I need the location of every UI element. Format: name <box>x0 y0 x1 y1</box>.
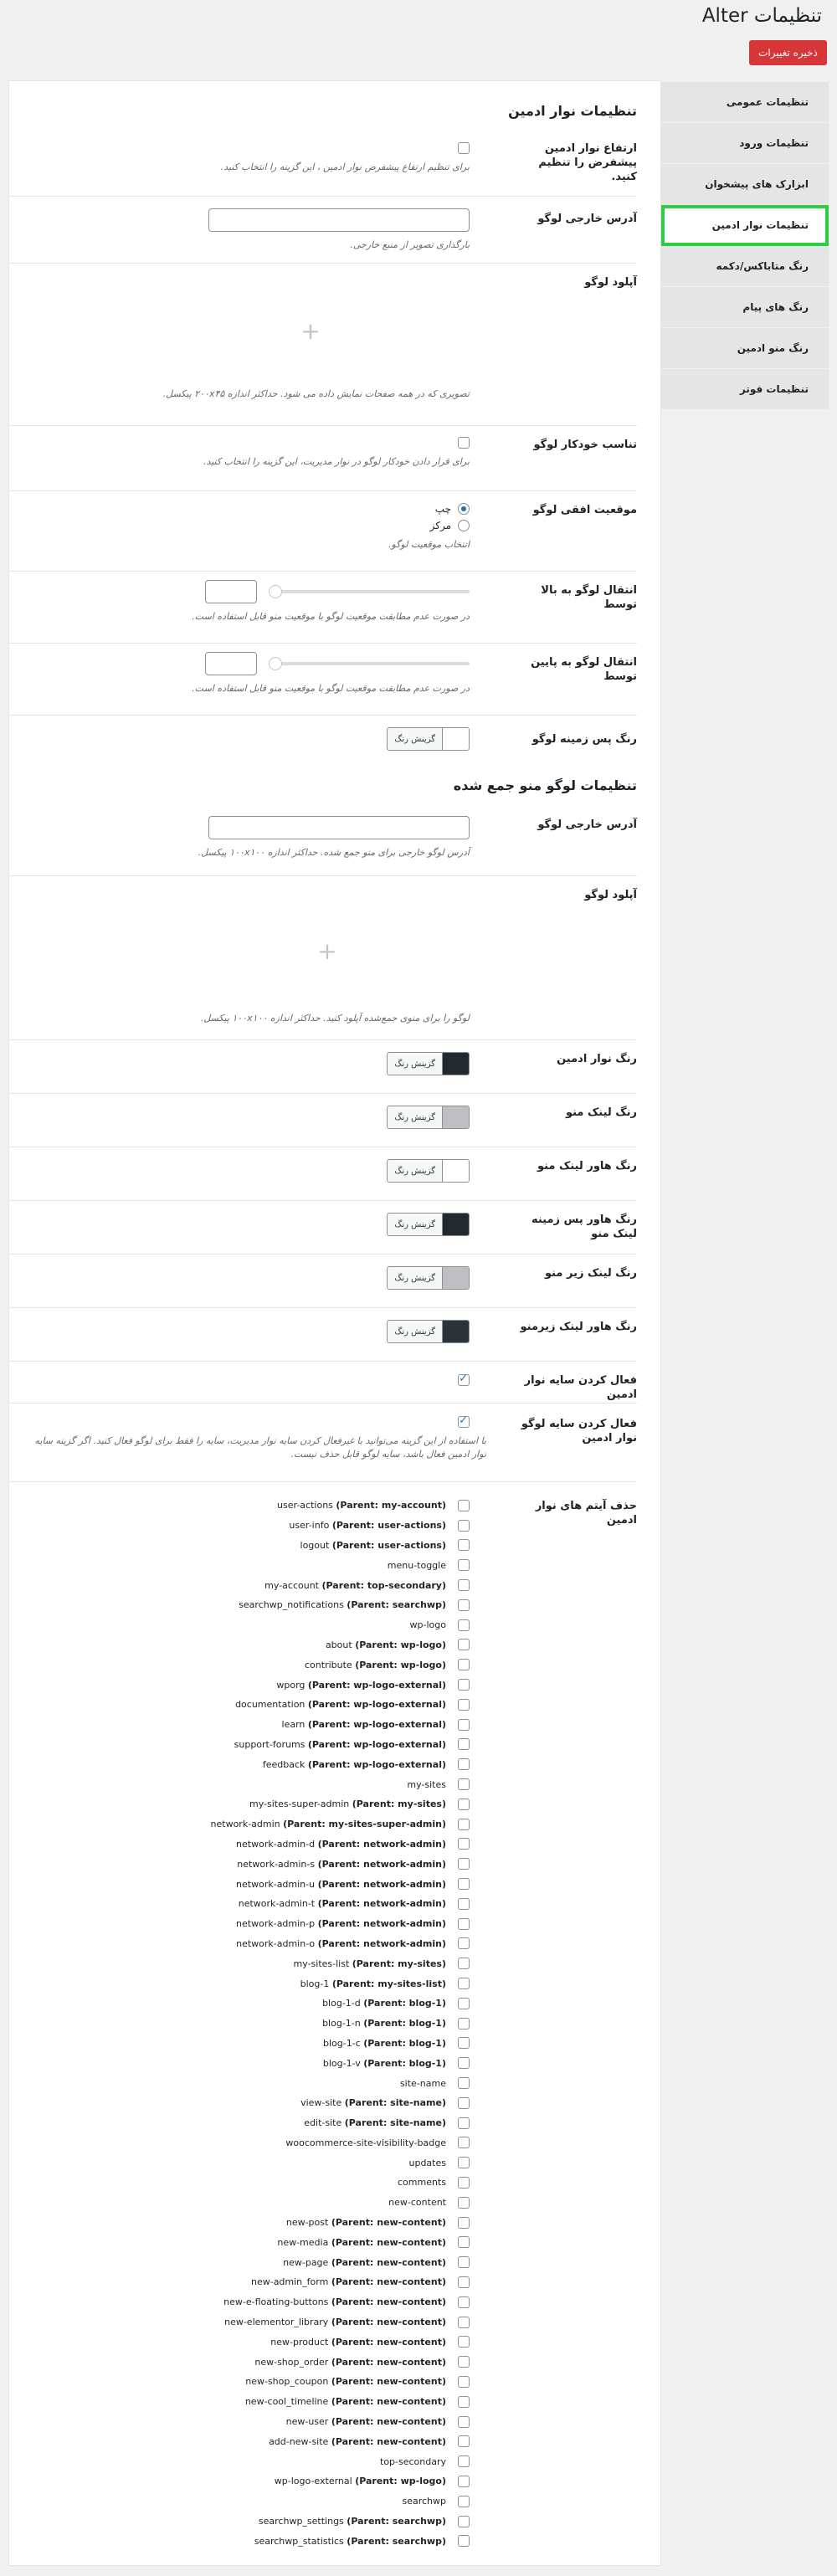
tab-2[interactable]: ابزارک های پیشخوان <box>661 164 829 205</box>
logo-fit-checkbox[interactable] <box>458 437 470 449</box>
plus-icon: + <box>317 936 337 965</box>
tab-7[interactable]: تنظیمات فوتر <box>661 369 829 410</box>
radio-left-button[interactable] <box>458 503 470 515</box>
setting-description: برای تنظیم ارتفاع پیشفرض نوار ادمین ، این گزینه را انتخاب کنید. <box>220 162 470 172</box>
radio-center[interactable] <box>18 520 470 531</box>
logo-shadow-checkbox[interactable] <box>458 1416 470 1428</box>
remove-item-label: documentation (Parent: wp-logo-external) <box>235 1699 446 1711</box>
remove-item-checkbox[interactable] <box>458 1738 470 1750</box>
remove-item[interactable] <box>18 1934 470 1954</box>
remove-item[interactable] <box>18 2232 470 2252</box>
remove-item-checkbox[interactable] <box>458 1937 470 1949</box>
remove-item[interactable] <box>18 2133 470 2153</box>
remove-item-checkbox[interactable] <box>458 1758 470 1770</box>
section-title: تنظیمات نوار ادمین <box>508 103 637 119</box>
remove-item-checkbox[interactable] <box>458 1819 470 1830</box>
remove-item-label: blog-1-n (Parent: blog-1) <box>322 2018 446 2029</box>
remove-item-label: network-admin-u (Parent: network-admin) <box>236 1878 446 1890</box>
remove-item-label: wporg (Parent: wp-logo-external) <box>276 1679 446 1691</box>
remove-item-checkbox[interactable] <box>458 2177 470 2189</box>
remove-item-label: searchwp_statistics (Parent: searchwp) <box>254 2535 446 2547</box>
remove-item-label: network-admin-d (Parent: network-admin) <box>236 1838 446 1850</box>
remove-item-label: my-sites <box>407 1778 446 1790</box>
setting-shadow <box>9 1362 637 1403</box>
remove-item-label: feedback (Parent: wp-logo-external) <box>262 1758 446 1770</box>
remove-item-checkbox[interactable] <box>458 2396 470 2408</box>
remove-item-checkbox[interactable] <box>458 2356 470 2368</box>
remove-item-label: add-new-site (Parent: new-content) <box>269 2435 446 2447</box>
default-height-checkbox[interactable] <box>458 142 470 154</box>
remove-item-checkbox[interactable] <box>458 1918 470 1930</box>
remove-item-label: my-sites-list (Parent: my-sites) <box>293 1958 446 1969</box>
remove-item-checkbox[interactable] <box>458 1559 470 1571</box>
setting-label: رنگ پس زمینه لوگو <box>531 733 637 746</box>
remove-item[interactable] <box>18 2193 470 2213</box>
remove-item-checkbox[interactable] <box>458 1978 470 1989</box>
setting-label: حذف آیتم های نوار ادمین <box>535 1500 637 1527</box>
remove-item-label: network-admin-p (Parent: network-admin) <box>236 1918 446 1930</box>
remove-item-label: searchwp_notifications (Parent: searchwp) <box>239 1599 446 1611</box>
remove-item-label: about (Parent: wp-logo) <box>325 1639 446 1650</box>
remove-item-label: new-elementor_library (Parent: new-content) <box>224 2317 446 2328</box>
remove-item-checkbox[interactable] <box>458 1858 470 1870</box>
remove-item[interactable] <box>18 1914 470 1934</box>
remove-item-checkbox[interactable] <box>458 2455 470 2467</box>
remove-item-checkbox[interactable] <box>458 1619 470 1631</box>
move-up-input[interactable] <box>205 580 257 603</box>
setting-label: رنگ نوار ادمین <box>557 1053 637 1065</box>
tab-4[interactable]: رنگ متاباکس/دکمه <box>661 246 829 287</box>
remove-item[interactable] <box>18 1973 470 1994</box>
remove-item-checkbox[interactable] <box>458 1898 470 1910</box>
setting-label: رنگ هاور لینک زیرمنو <box>520 1321 637 1333</box>
remove-item[interactable] <box>18 2213 470 2233</box>
page-title: تنظیمات Alter <box>701 5 822 27</box>
remove-item-label: new-shop_order (Parent: new-content) <box>254 2356 446 2368</box>
setting-color-row <box>9 1040 637 1094</box>
remove-item-checkbox[interactable] <box>458 1699 470 1711</box>
remove-item-checkbox[interactable] <box>458 2336 470 2348</box>
setting-label: آپلود لوگو <box>584 889 637 901</box>
remove-item[interactable] <box>18 1575 470 1595</box>
remove-item-label: comments <box>398 2177 446 2189</box>
remove-item-label: new-e-floating-buttons (Parent: new-content) <box>223 2296 446 2308</box>
setting-label: انتقال لوگو به بالا توسط <box>541 584 637 611</box>
remove-item-label: blog-1-v (Parent: blog-1) <box>322 2057 446 2069</box>
remove-item-checkbox[interactable] <box>458 1958 470 1969</box>
color-swatch <box>442 728 469 750</box>
remove-item-checkbox[interactable] <box>458 1500 470 1511</box>
setting-label: رنگ لینک منو <box>565 1106 637 1119</box>
remove-item-checkbox[interactable] <box>458 2217 470 2229</box>
color-picker-label: گزینش رنگ <box>394 1166 435 1176</box>
remove-item[interactable] <box>18 2372 470 2392</box>
setting-color-row <box>9 1147 637 1201</box>
remove-item-checkbox[interactable] <box>458 2117 470 2129</box>
remove-item-label: blog-1 (Parent: my-sites-list) <box>300 1978 446 1989</box>
setting-label: ارتفاع نوار ادمین پیشفرض را تنظیم کنید. <box>538 142 637 183</box>
setting-description: در صورت عدم مطابقت موقعیت لوگو با موقعیت منو قابل استفاده است. <box>192 683 470 694</box>
setting-label: رنگ لینک زیر منو <box>544 1267 637 1280</box>
remove-item-label: network-admin (Parent: my-sites-super-admin) <box>210 1819 446 1830</box>
setting-move-down <box>9 644 637 716</box>
remove-item[interactable] <box>18 2272 470 2292</box>
remove-item[interactable] <box>18 1854 470 1874</box>
remove-item-checkbox[interactable] <box>458 2256 470 2268</box>
tab-6[interactable]: رنگ منو ادمین <box>661 328 829 369</box>
remove-item-checkbox[interactable] <box>458 2296 470 2308</box>
setting-default-height <box>9 141 637 197</box>
setting-logo-url <box>9 203 637 264</box>
remove-item-checkbox[interactable] <box>458 2535 470 2547</box>
move-down-slider[interactable] <box>269 662 470 665</box>
remove-item[interactable] <box>18 2034 470 2054</box>
remove-item-label: new-media (Parent: new-content) <box>277 2236 446 2248</box>
remove-item-checkbox[interactable] <box>458 2416 470 2428</box>
radio-label: چپ <box>434 503 451 515</box>
remove-item[interactable] <box>18 2153 470 2173</box>
color-picker-label: گزینش رنگ <box>394 1273 435 1283</box>
setting-remove-items <box>9 1482 637 2562</box>
remove-item-label: blog-1-c (Parent: blog-1) <box>323 2037 446 2049</box>
remove-item-checkbox[interactable] <box>458 2057 470 2069</box>
remove-item[interactable] <box>18 2431 470 2451</box>
setting-description: با استفاده از این گزینه می‌توانید با غیرفعال کردن سایه نوار مدیریت، سایه را فقط برای لوگو فعال کنید. اگر گزینه سایه نوار ادمین فعال باشد، سایه لوگو قابل حذف نیست. <box>34 1435 486 1460</box>
setting-label: آپلود لوگو <box>584 276 637 289</box>
setting-label: تناسب خودکار لوگو <box>533 439 637 451</box>
remove-item[interactable] <box>18 2451 470 2471</box>
tab-0[interactable]: تنظیمات عمومی <box>661 82 829 123</box>
remove-item-label: searchwp_settings (Parent: searchwp) <box>258 2516 446 2527</box>
save-button[interactable]: ذخیره تغییرات <box>749 40 827 65</box>
page-header <box>0 0 837 80</box>
remove-item-checkbox[interactable] <box>458 2037 470 2049</box>
remove-item[interactable] <box>18 1835 470 1855</box>
remove-item[interactable] <box>18 2014 470 2034</box>
remove-item-label: network-admin-o (Parent: network-admin) <box>236 1937 446 1949</box>
color-swatch <box>442 1214 469 1235</box>
remove-item-label: my-account (Parent: top-secondary) <box>264 1579 446 1591</box>
setting-label: فعال کردن سایه نوار ادمین <box>524 1374 637 1401</box>
setting-color-row <box>9 1201 637 1255</box>
setting-label: رنگ هاور پس زمینه لینک منو <box>531 1214 637 1240</box>
remove-item-checkbox[interactable] <box>458 2097 470 2109</box>
remove-item-label: my-sites-super-admin (Parent: my-sites) <box>249 1799 446 1810</box>
color-swatch <box>442 1321 469 1342</box>
remove-item[interactable] <box>18 1635 470 1655</box>
color-picker-button[interactable] <box>387 1159 470 1183</box>
remove-item[interactable] <box>18 1615 470 1635</box>
remove-item-label: edit-site (Parent: site-name) <box>304 2117 446 2129</box>
remove-item-checkbox[interactable] <box>458 2516 470 2527</box>
remove-item[interactable] <box>18 2053 470 2073</box>
remove-item-label: new-admin_form (Parent: new-content) <box>250 2276 446 2288</box>
remove-item-label: logout (Parent: user-actions) <box>300 1539 446 1551</box>
remove-item-label: searchwp <box>402 2496 446 2507</box>
setting-logo-fit <box>9 426 637 491</box>
remove-item-checkbox[interactable] <box>458 2496 470 2507</box>
remove-item[interactable] <box>18 1754 470 1774</box>
remove-item[interactable] <box>18 2471 470 2491</box>
remove-item-label: new-user (Parent: new-content) <box>285 2416 446 2428</box>
color-swatch <box>442 1267 469 1289</box>
remove-item-checkbox[interactable] <box>458 2157 470 2168</box>
remove-item-label: new-content <box>388 2197 446 2209</box>
remove-item-label: top-secondary <box>380 2455 446 2467</box>
color-picker-button[interactable] <box>387 1213 470 1236</box>
setting-description: انتخاب موقعیت لوگو. <box>388 539 470 550</box>
settings-panel <box>8 80 661 2566</box>
remove-item-checkbox[interactable] <box>458 1778 470 1790</box>
remove-item[interactable] <box>18 1695 470 1715</box>
remove-item[interactable] <box>18 2352 470 2372</box>
remove-item-label: contribute (Parent: wp-logo) <box>305 1659 446 1670</box>
shadow-checkbox[interactable] <box>458 1374 470 1386</box>
color-picker-button[interactable] <box>387 1106 470 1129</box>
collapsed-logo-upload-area[interactable] <box>269 896 386 1005</box>
remove-item[interactable] <box>18 1874 470 1894</box>
remove-item[interactable] <box>18 1814 470 1835</box>
settings-tabs <box>661 82 829 410</box>
remove-item-label: woocommerce-site-visibility-badge <box>285 2137 446 2148</box>
remove-item-label: network-admin-t (Parent: network-admin) <box>238 1898 446 1910</box>
setting-color-row <box>9 1308 637 1362</box>
setting-label: آدرس خارجی لوگو <box>537 818 637 831</box>
remove-item[interactable] <box>18 1516 470 1536</box>
remove-item-label: menu-toggle <box>387 1559 446 1571</box>
remove-item-checkbox[interactable] <box>458 2317 470 2328</box>
remove-item-label: new-product (Parent: new-content) <box>270 2336 446 2348</box>
remove-item[interactable] <box>18 2093 470 2113</box>
remove-item-checkbox[interactable] <box>458 2137 470 2148</box>
remove-item-checkbox[interactable] <box>458 1659 470 1670</box>
remove-item[interactable] <box>18 1675 470 1695</box>
color-picker-button[interactable] <box>387 1266 470 1290</box>
move-up-slider[interactable] <box>269 590 470 593</box>
setting-label: موقعیت افقی لوگو <box>532 504 637 516</box>
setting-label: آدرس خارجی لوگو <box>537 213 637 225</box>
setting-logo-upload <box>9 264 637 426</box>
setting-description: تصویری که در همه صفحات نمایش داده می شود. حداکثر اندازه ۲۰۰x۴۵ پیکسل. <box>162 388 470 399</box>
move-down-input[interactable] <box>205 652 257 675</box>
remove-item-checkbox[interactable] <box>458 2476 470 2487</box>
logo-url-input[interactable] <box>208 208 470 232</box>
remove-item-checkbox[interactable] <box>458 2435 470 2447</box>
collapsed-logo-url-input[interactable] <box>208 816 470 839</box>
slider-handle[interactable] <box>269 585 282 598</box>
color-picker-label: گزینش رنگ <box>394 1326 435 1337</box>
remove-item[interactable] <box>18 2312 470 2332</box>
setting-logo-shadow <box>9 1403 637 1482</box>
setting-collapsed-logo-url <box>9 814 637 876</box>
setting-description: در صورت عدم مطابقت موقعیت لوگو با موقعیت منو قابل استفاده است. <box>192 611 470 622</box>
remove-item[interactable] <box>18 2491 470 2512</box>
remove-item[interactable] <box>18 1994 470 2014</box>
remove-item[interactable] <box>18 1894 470 1914</box>
remove-item-label: site-name <box>399 2077 446 2089</box>
color-picker-label: گزینش رنگ <box>394 1112 435 1122</box>
remove-item[interactable] <box>18 2392 470 2412</box>
remove-item-checkbox[interactable] <box>458 1838 470 1850</box>
remove-item[interactable] <box>18 2512 470 2532</box>
setting-logo-bg <box>9 716 637 767</box>
remove-item[interactable] <box>18 2173 470 2193</box>
remove-item[interactable] <box>18 2073 470 2093</box>
remove-item[interactable] <box>18 2252 470 2272</box>
remove-item-checkbox[interactable] <box>458 1998 470 2009</box>
remove-item-checkbox[interactable] <box>458 2276 470 2288</box>
remove-item-label: learn (Parent: wp-logo-external) <box>281 1719 446 1731</box>
remove-item[interactable] <box>18 1715 470 1735</box>
remove-item-label: user-info (Parent: user-actions) <box>289 1520 446 1532</box>
color-picker-button[interactable] <box>387 1320 470 1343</box>
remove-item-checkbox[interactable] <box>458 1679 470 1691</box>
remove-item[interactable] <box>18 1953 470 1973</box>
remove-item-checkbox[interactable] <box>458 1799 470 1810</box>
setting-move-up <box>9 572 637 644</box>
remove-item-checkbox[interactable] <box>458 2236 470 2248</box>
remove-item[interactable] <box>18 1496 470 1516</box>
remove-item-label: new-cool_timeline (Parent: new-content) <box>244 2396 446 2408</box>
tab-1[interactable]: تنظیمات ورود <box>661 123 829 164</box>
remove-item-label: wp-logo <box>409 1619 446 1631</box>
setting-description: برای قرار دادن خودکار لوگو در نوار مدیریت، این گزینه را انتخاب کنید. <box>203 456 470 467</box>
color-picker-button[interactable] <box>387 1052 470 1075</box>
remove-item[interactable] <box>18 1774 470 1794</box>
remove-items-list <box>18 1496 470 2551</box>
remove-item-label: support-forums (Parent: wp-logo-external) <box>234 1738 446 1750</box>
plus-icon: + <box>300 316 321 345</box>
remove-item-checkbox[interactable] <box>458 2077 470 2089</box>
remove-item[interactable] <box>18 2292 470 2312</box>
remove-item-checkbox[interactable] <box>458 1719 470 1731</box>
remove-item-checkbox[interactable] <box>458 1878 470 1890</box>
remove-item[interactable] <box>18 1536 470 1556</box>
remove-item[interactable] <box>18 2412 470 2432</box>
remove-item-label: view-site (Parent: site-name) <box>300 2097 446 2109</box>
remove-item-checkbox[interactable] <box>458 2018 470 2029</box>
setting-logo-position <box>9 491 637 572</box>
remove-item-label: blog-1-d (Parent: blog-1) <box>322 1998 446 2009</box>
color-picker-label: گزینش رنگ <box>394 734 435 744</box>
radio-center-button[interactable] <box>458 520 470 531</box>
remove-item-checkbox[interactable] <box>458 1539 470 1551</box>
color-swatch <box>442 1053 469 1075</box>
color-picker-label: گزینش رنگ <box>394 1219 435 1229</box>
setting-color-row <box>9 1255 637 1308</box>
setting-color-row <box>9 1094 637 1147</box>
color-swatch <box>442 1106 469 1128</box>
remove-item[interactable] <box>18 2113 470 2133</box>
remove-item-label: new-post (Parent: new-content) <box>285 2217 446 2229</box>
remove-item-label: user-actions (Parent: my-account) <box>277 1500 446 1511</box>
slider-handle[interactable] <box>269 657 282 670</box>
color-picker-button[interactable] <box>387 727 470 751</box>
remove-item[interactable] <box>18 2332 470 2352</box>
remove-item[interactable] <box>18 1655 470 1675</box>
remove-item-label: new-shop_coupon (Parent: new-content) <box>245 2376 446 2388</box>
logo-upload-area[interactable] <box>185 280 436 381</box>
remove-item-checkbox[interactable] <box>458 1520 470 1532</box>
remove-item-checkbox[interactable] <box>458 1599 470 1611</box>
section-title: تنظیمات لوگو منو جمع شده <box>453 777 637 793</box>
tab-3[interactable]: تنظیمات نوار ادمین <box>661 205 829 246</box>
setting-description: لوگو را برای منوی جمع‌شده آپلود کنید. حداکثر اندازه ۱۰۰x۱۰۰ پیکسل. <box>200 1013 470 1024</box>
remove-item-checkbox[interactable] <box>458 2376 470 2388</box>
remove-item-label: updates <box>408 2157 446 2168</box>
setting-label: انتقال لوگو به پایین توسط <box>531 656 637 683</box>
remove-item-label: wp-logo-external (Parent: wp-logo) <box>274 2476 446 2487</box>
remove-item-checkbox[interactable] <box>458 2197 470 2209</box>
radio-left[interactable] <box>18 503 470 515</box>
remove-item[interactable] <box>18 2531 470 2551</box>
setting-description: بارگذاری تصویر از منبع خارجی. <box>350 239 470 250</box>
remove-item-checkbox[interactable] <box>458 1579 470 1591</box>
remove-item[interactable] <box>18 1555 470 1575</box>
remove-item-label: network-admin-s (Parent: network-admin) <box>237 1858 446 1870</box>
setting-label: فعال کردن سایه لوگو نوار ادمین <box>521 1418 637 1445</box>
setting-label: رنگ هاور لینک منو <box>537 1160 637 1173</box>
remove-item-checkbox[interactable] <box>458 1639 470 1650</box>
tab-5[interactable]: رنگ های پیام <box>661 287 829 328</box>
color-picker-label: گزینش رنگ <box>394 1059 435 1069</box>
remove-item[interactable] <box>18 1595 470 1615</box>
radio-label: مرکز <box>429 520 451 531</box>
remove-item[interactable] <box>18 1735 470 1755</box>
setting-collapsed-logo-upload <box>9 876 637 1040</box>
remove-item-label: new-page (Parent: new-content) <box>283 2256 446 2268</box>
color-swatch <box>442 1160 469 1182</box>
remove-item[interactable] <box>18 1794 470 1814</box>
setting-description: آدرس لوگو خارجی برای منو جمع شده. حداکثر اندازه ۱۰۰x۱۰۰ پیکسل. <box>198 847 470 858</box>
